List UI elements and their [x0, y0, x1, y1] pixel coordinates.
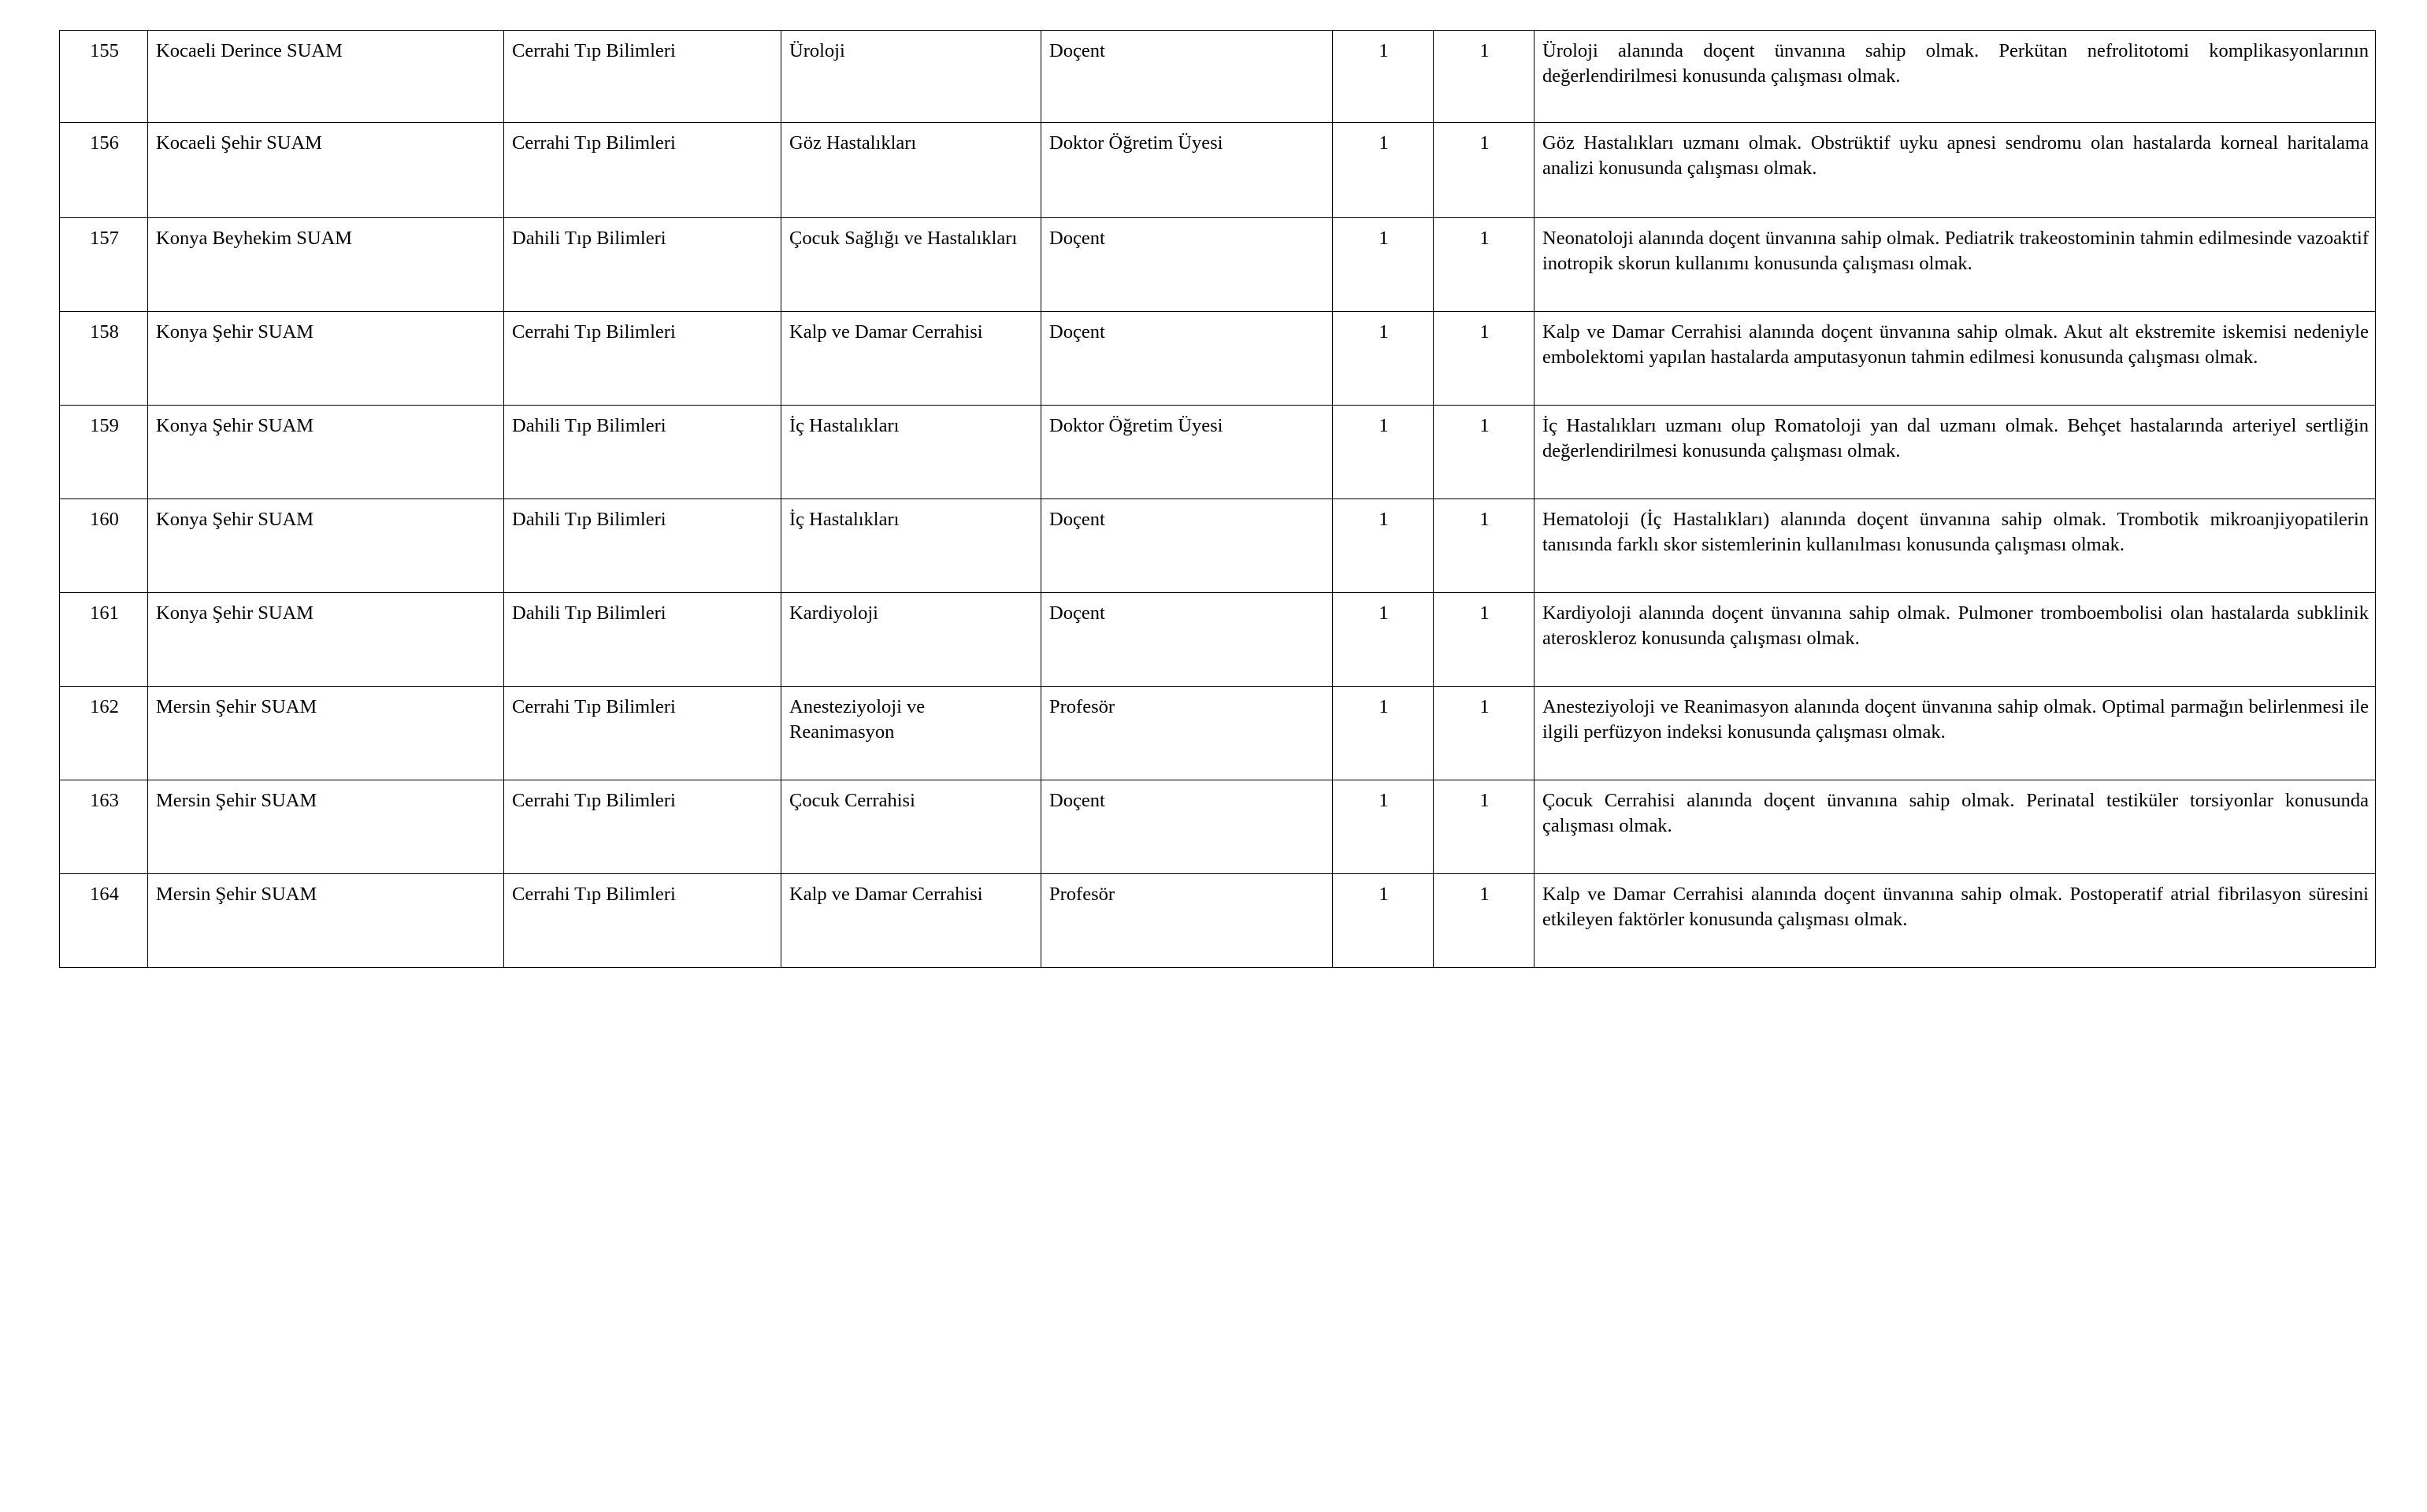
row-unit: Mersin Şehir SUAM	[148, 687, 504, 780]
row-description: Çocuk Cerrahisi alanında doçent ünvanına sahip olmak. Perinatal testiküler torsiyonlar konusunda çalışması olmak.	[1535, 780, 2376, 874]
table-row	[60, 687, 2376, 780]
row-title: Doçent	[1041, 499, 1333, 593]
row-faculty: Cerrahi Tıp Bilimleri	[504, 780, 781, 874]
row-count: 1	[1434, 218, 1535, 312]
row-title: Doktor Öğretim Üyesi	[1041, 123, 1333, 218]
row-description: Kardiyoloji alanında doçent ünvanına sahip olmak. Pulmoner tromboembolisi olan hastalarda subklinik ateroskleroz konusunda çalışması olmak.	[1535, 593, 2376, 687]
row-department: Üroloji	[781, 31, 1041, 123]
row-degree: 1	[1333, 687, 1434, 780]
row-number: 164	[60, 874, 148, 968]
row-faculty: Cerrahi Tıp Bilimleri	[504, 312, 781, 406]
row-degree: 1	[1333, 312, 1434, 406]
row-title: Doçent	[1041, 31, 1333, 123]
position-listing-table	[59, 30, 2376, 968]
row-faculty: Cerrahi Tıp Bilimleri	[504, 31, 781, 123]
row-count: 1	[1434, 593, 1535, 687]
row-faculty: Cerrahi Tıp Bilimleri	[504, 123, 781, 218]
table-row	[60, 593, 2376, 687]
table-row	[60, 31, 2376, 123]
row-degree: 1	[1333, 31, 1434, 123]
row-count: 1	[1434, 687, 1535, 780]
table-row	[60, 406, 2376, 499]
row-unit: Konya Şehir SUAM	[148, 593, 504, 687]
row-department: Göz Hastalıkları	[781, 123, 1041, 218]
table-row	[60, 499, 2376, 593]
row-description: Göz Hastalıkları uzmanı olmak. Obstrüktif uyku apnesi sendromu olan hastalarda korneal haritalama analizi konusunda çalışması olmak.	[1535, 123, 2376, 218]
row-department: Çocuk Sağlığı ve Hastalıkları	[781, 218, 1041, 312]
table-row	[60, 218, 2376, 312]
row-faculty: Cerrahi Tıp Bilimleri	[504, 687, 781, 780]
table-row	[60, 312, 2376, 406]
row-degree: 1	[1333, 406, 1434, 499]
row-description: Anesteziyoloji ve Reanimasyon alanında doçent ünvanına sahip olmak. Optimal parmağın belirlenmesi ile ilgili perfüzyon indeksi konusunda çalışması olmak.	[1535, 687, 2376, 780]
row-number: 159	[60, 406, 148, 499]
row-count: 1	[1434, 499, 1535, 593]
row-number: 155	[60, 31, 148, 123]
row-description: İç Hastalıkları uzmanı olup Romatoloji yan dal uzmanı olmak. Behçet hastalarında arteriyel sertliğin değerlendirilmesi konusunda çalışması olmak.	[1535, 406, 2376, 499]
row-number: 161	[60, 593, 148, 687]
row-number: 162	[60, 687, 148, 780]
row-title: Profesör	[1041, 874, 1333, 968]
row-description: Kalp ve Damar Cerrahisi alanında doçent ünvanına sahip olmak. Postoperatif atrial fibrilasyon süresini etkileyen faktörler konusunda çalışması olmak.	[1535, 874, 2376, 968]
row-department: Çocuk Cerrahisi	[781, 780, 1041, 874]
row-unit: Konya Şehir SUAM	[148, 406, 504, 499]
row-faculty: Dahili Tıp Bilimleri	[504, 499, 781, 593]
row-title: Doçent	[1041, 312, 1333, 406]
table-row	[60, 874, 2376, 968]
table-body	[60, 31, 2376, 968]
table-row	[60, 780, 2376, 874]
row-faculty: Cerrahi Tıp Bilimleri	[504, 874, 781, 968]
row-department: Kalp ve Damar Cerrahisi	[781, 874, 1041, 968]
row-department: Anesteziyoloji ve Reanimasyon	[781, 687, 1041, 780]
row-count: 1	[1434, 312, 1535, 406]
row-department: Kardiyoloji	[781, 593, 1041, 687]
row-unit: Konya Şehir SUAM	[148, 312, 504, 406]
row-number: 158	[60, 312, 148, 406]
row-description: Üroloji alanında doçent ünvanına sahip olmak. Perkütan nefrolitotomi komplikasyonlarının değerlendirilmesi konusunda çalışması olmak.	[1535, 31, 2376, 123]
row-unit: Mersin Şehir SUAM	[148, 874, 504, 968]
row-degree: 1	[1333, 499, 1434, 593]
row-title: Doçent	[1041, 780, 1333, 874]
row-description: Neonatoloji alanında doçent ünvanına sahip olmak. Pediatrik trakeostominin tahmin edilmesinde vazoaktif inotropik skorun kullanımı konusunda çalışması olmak.	[1535, 218, 2376, 312]
row-title: Doçent	[1041, 218, 1333, 312]
row-faculty: Dahili Tıp Bilimleri	[504, 218, 781, 312]
row-department: Kalp ve Damar Cerrahisi	[781, 312, 1041, 406]
row-count: 1	[1434, 406, 1535, 499]
row-number: 163	[60, 780, 148, 874]
table-row	[60, 123, 2376, 218]
row-unit: Konya Şehir SUAM	[148, 499, 504, 593]
row-unit: Kocaeli Şehir SUAM	[148, 123, 504, 218]
row-number: 156	[60, 123, 148, 218]
row-unit: Mersin Şehir SUAM	[148, 780, 504, 874]
row-number: 157	[60, 218, 148, 312]
row-title: Doktor Öğretim Üyesi	[1041, 406, 1333, 499]
row-number: 160	[60, 499, 148, 593]
row-count: 1	[1434, 874, 1535, 968]
row-count: 1	[1434, 31, 1535, 123]
row-department: İç Hastalıkları	[781, 499, 1041, 593]
row-department: İç Hastalıkları	[781, 406, 1041, 499]
row-description: Kalp ve Damar Cerrahisi alanında doçent ünvanına sahip olmak. Akut alt ekstremite iskemisi nedeniyle embolektomi yapılan hastalarda amputasyonun tahmin edilmesi konusunda çalışması olmak.	[1535, 312, 2376, 406]
row-title: Profesör	[1041, 687, 1333, 780]
row-count: 1	[1434, 780, 1535, 874]
row-degree: 1	[1333, 593, 1434, 687]
row-faculty: Dahili Tıp Bilimleri	[504, 593, 781, 687]
row-degree: 1	[1333, 218, 1434, 312]
row-faculty: Dahili Tıp Bilimleri	[504, 406, 781, 499]
row-unit: Kocaeli Derince SUAM	[148, 31, 504, 123]
row-title: Doçent	[1041, 593, 1333, 687]
row-unit: Konya Beyhekim SUAM	[148, 218, 504, 312]
row-description: Hematoloji (İç Hastalıkları) alanında doçent ünvanına sahip olmak. Trombotik mikroanjiyopatilerin tanısında farklı skor sistemlerinin kullanılması konusunda çalışması olmak.	[1535, 499, 2376, 593]
row-degree: 1	[1333, 780, 1434, 874]
row-degree: 1	[1333, 874, 1434, 968]
row-degree: 1	[1333, 123, 1434, 218]
row-count: 1	[1434, 123, 1535, 218]
